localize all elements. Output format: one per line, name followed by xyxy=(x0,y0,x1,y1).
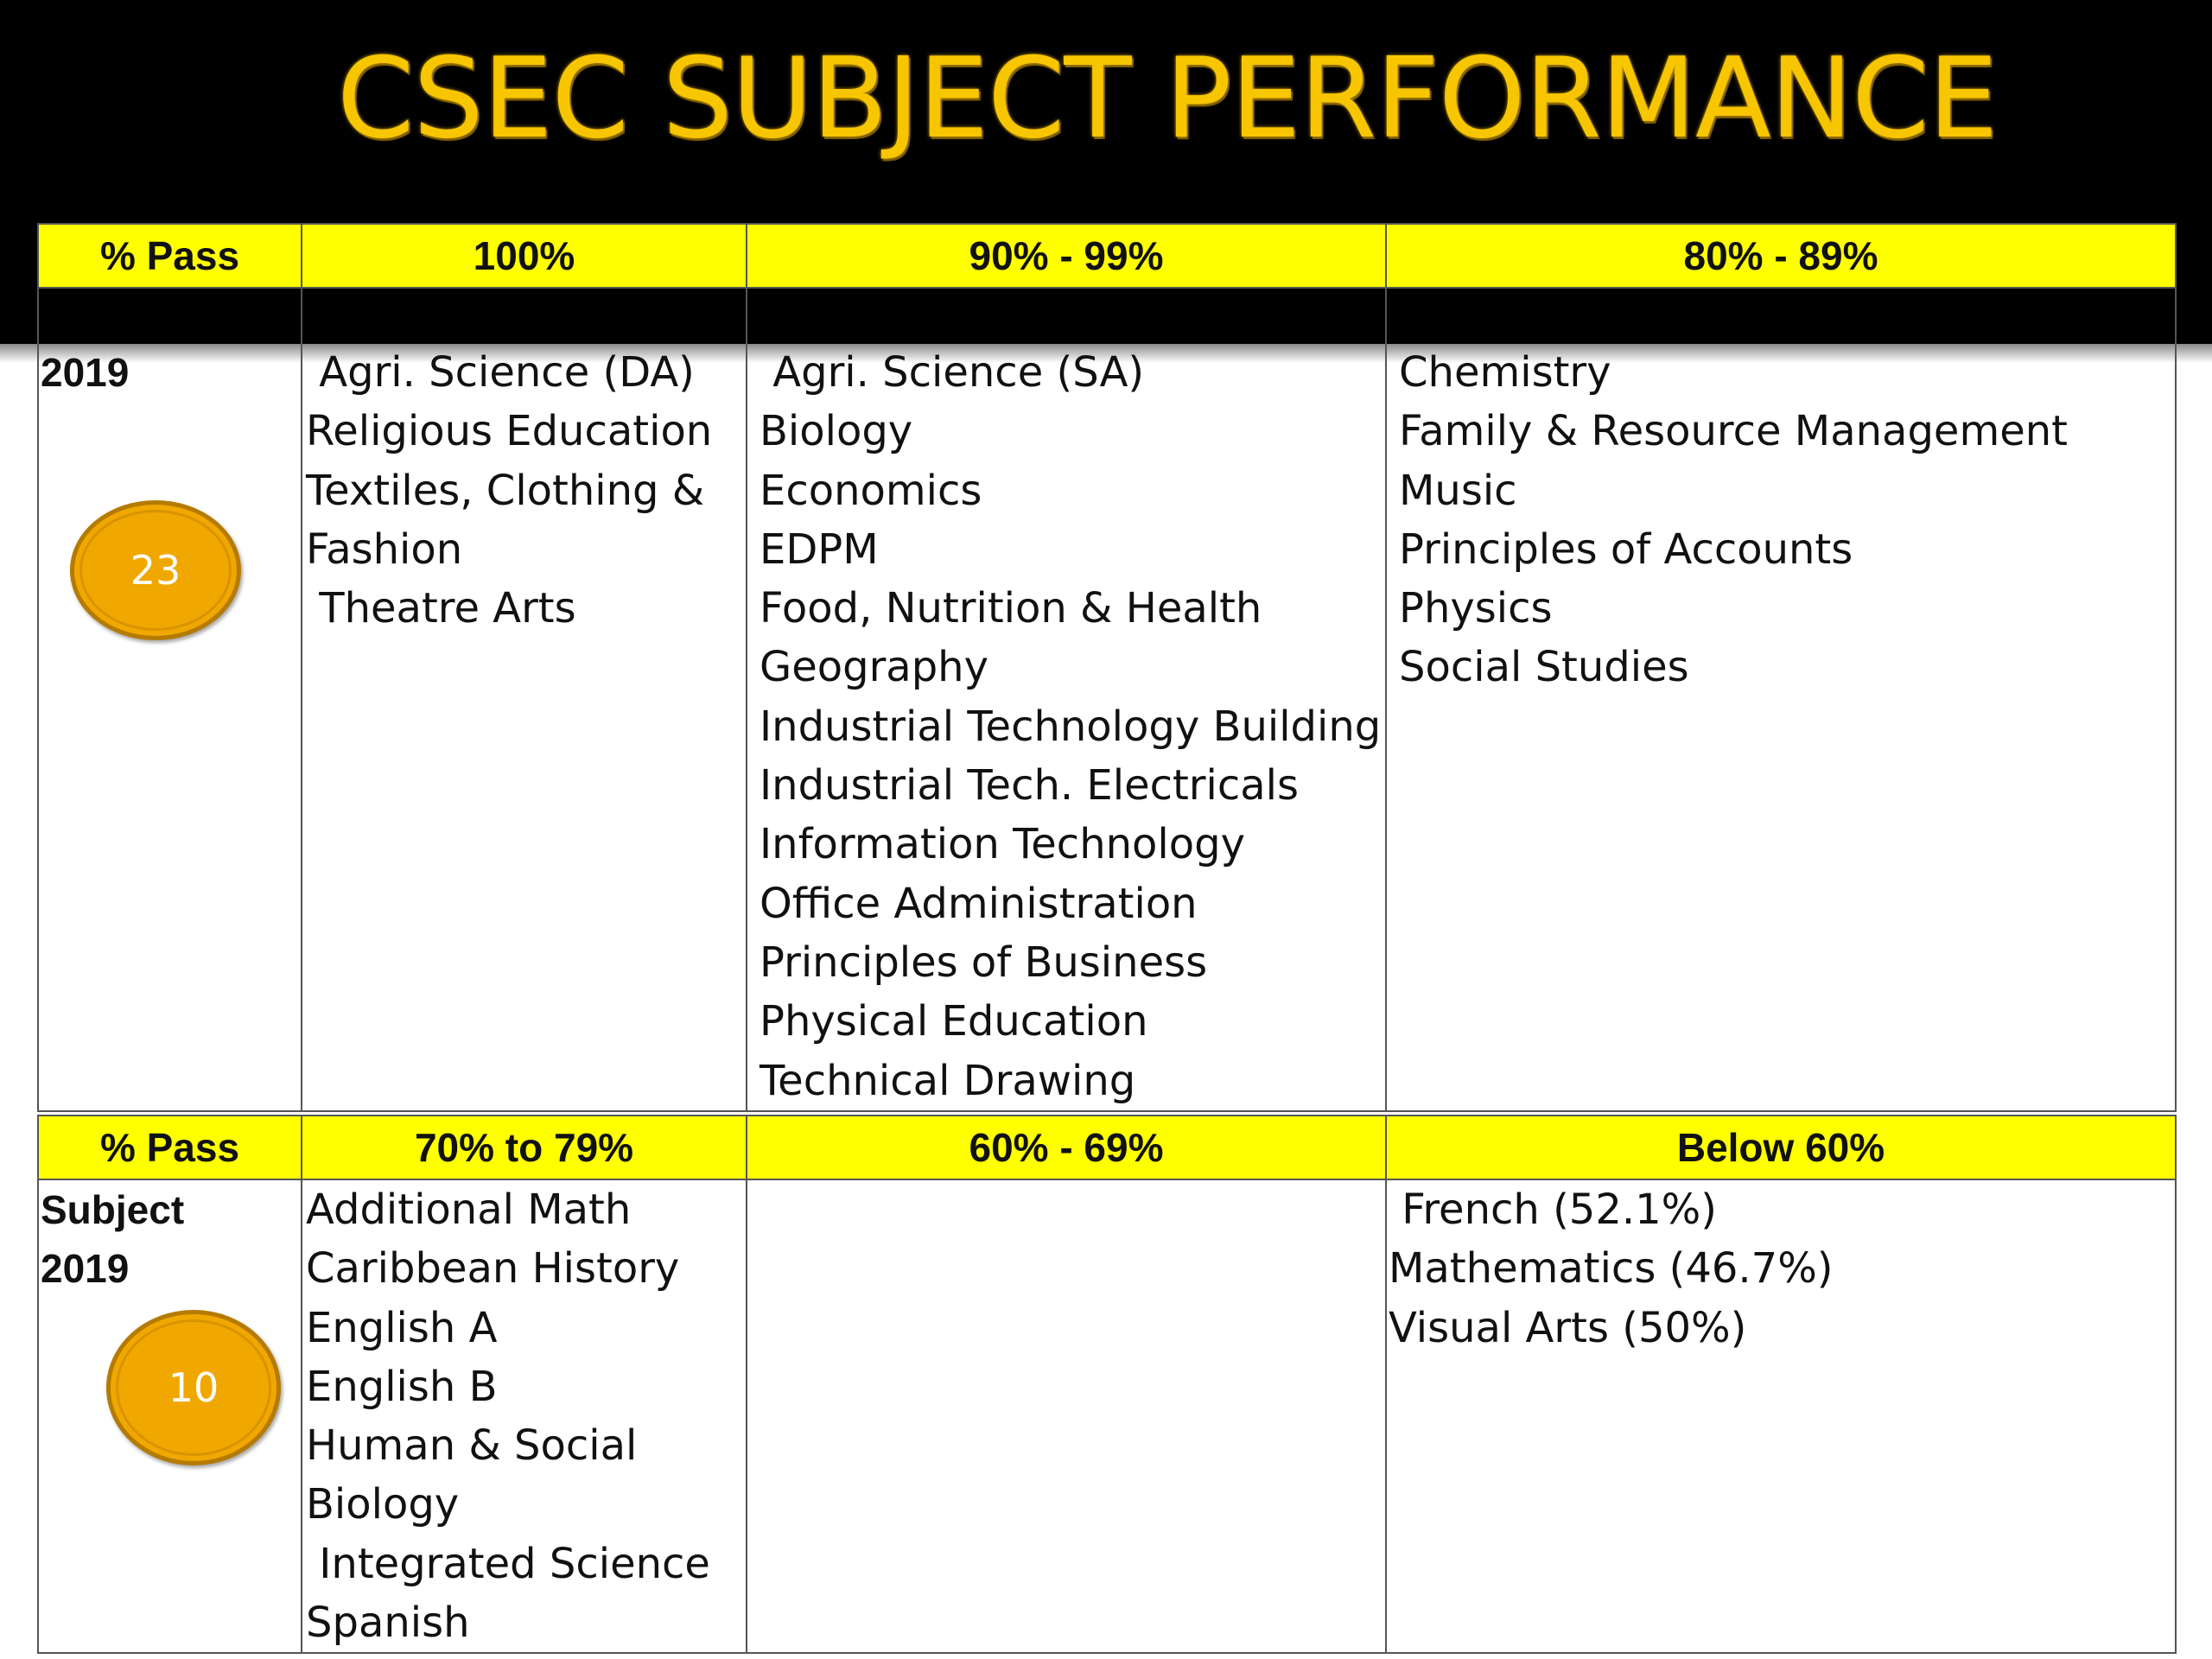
list-item: Office Administration xyxy=(760,879,1198,928)
list-item: EDPM xyxy=(760,524,879,574)
list-item: Economics xyxy=(760,466,982,515)
cell-90-99 xyxy=(747,343,1386,1111)
list-item: Technical Drawing xyxy=(760,1056,1136,1105)
header-cell-100: 100% xyxy=(302,224,747,288)
list-item: Industrial Tech. Electricals xyxy=(760,761,1300,810)
cell-70-79 xyxy=(302,1179,747,1653)
list-item: Physics xyxy=(1399,584,1553,633)
list-item: English A xyxy=(306,1303,498,1352)
slide-title: CSEC SUBJECT PERFORMANCE xyxy=(337,35,1998,163)
cell-60-69 xyxy=(747,1179,1386,1653)
list-item: Physical Education xyxy=(760,997,1148,1046)
list-item: Agri. Science (DA) xyxy=(306,348,695,397)
header-cell-below-60: Below 60% xyxy=(1386,1116,2176,1179)
table-header-row xyxy=(38,224,2176,288)
performance-table-bottom xyxy=(37,1115,2177,1654)
list-item: Geography xyxy=(760,643,989,692)
list-item: Music xyxy=(1399,466,1517,515)
header-cell-pass: % Pass xyxy=(38,224,302,288)
subject-label: Subject xyxy=(41,1187,185,1232)
list-item: Visual Arts (50%) xyxy=(1389,1303,1747,1352)
count-badge: 23 xyxy=(70,500,241,640)
year-label: 2019 xyxy=(41,350,130,395)
list-item: Caribbean History xyxy=(306,1244,680,1294)
header-cell-pass: % Pass xyxy=(38,1116,302,1179)
list-item: Principles of Business xyxy=(760,938,1208,987)
list-item: Agri. Science (SA) xyxy=(760,348,1145,397)
header-cell-60-69: 60% - 69% xyxy=(747,1116,1386,1179)
list-item: Integrated Science xyxy=(306,1539,710,1588)
list-item: Spanish xyxy=(306,1599,470,1648)
list-item: Biology xyxy=(760,407,913,456)
performance-table-top xyxy=(37,223,2177,1112)
list-item: Theatre Arts xyxy=(306,584,576,633)
list-item: Social Studies xyxy=(1399,643,1689,692)
list-item: French (52.1%) xyxy=(1389,1185,1718,1234)
table-header-row xyxy=(38,1116,2176,1179)
cell-below-60 xyxy=(1386,1179,2176,1653)
count-badge: 10 xyxy=(106,1310,281,1465)
list-item: Information Technology xyxy=(760,820,1245,869)
list-item: Food, Nutrition & Health xyxy=(760,584,1262,633)
list-item: Industrial Technology Building xyxy=(760,702,1382,751)
list-item: Principles of Accounts xyxy=(1399,524,1853,574)
list-item: Mathematics (46.7%) xyxy=(1389,1244,1834,1294)
list-item: Additional Math xyxy=(306,1185,632,1234)
list-item: Chemistry xyxy=(1399,348,1611,397)
table-row xyxy=(38,1179,2176,1653)
list-item: Family & Resource Management xyxy=(1399,407,2068,456)
subject-list-80-89 xyxy=(1387,343,2175,697)
subject-list-70-79 xyxy=(302,1180,746,1652)
table-row xyxy=(38,343,2176,1111)
header-cell-70-79: 70% to 79% xyxy=(302,1116,747,1179)
header-cell-90-99: 90% - 99% xyxy=(747,224,1386,288)
list-item: English B xyxy=(306,1362,498,1411)
list-item: Fashion xyxy=(306,524,463,574)
list-item: Biology xyxy=(306,1480,460,1529)
subject-list-below-60 xyxy=(1387,1180,2175,1357)
header-cell-80-89: 80% - 89% xyxy=(1386,224,2176,288)
row-label-cell xyxy=(38,343,302,1111)
cell-100 xyxy=(302,343,747,1111)
list-item: Religious Education xyxy=(306,407,713,456)
spacer-row xyxy=(38,288,2176,343)
subject-list-90-99 xyxy=(747,343,1385,1110)
cell-80-89 xyxy=(1386,343,2176,1111)
row-label-cell xyxy=(38,1179,302,1653)
list-item: Textiles, Clothing & xyxy=(306,466,705,515)
list-item: Human & Social xyxy=(306,1421,638,1471)
subject-list-100 xyxy=(302,343,746,638)
year-label: 2019 xyxy=(41,1246,130,1291)
